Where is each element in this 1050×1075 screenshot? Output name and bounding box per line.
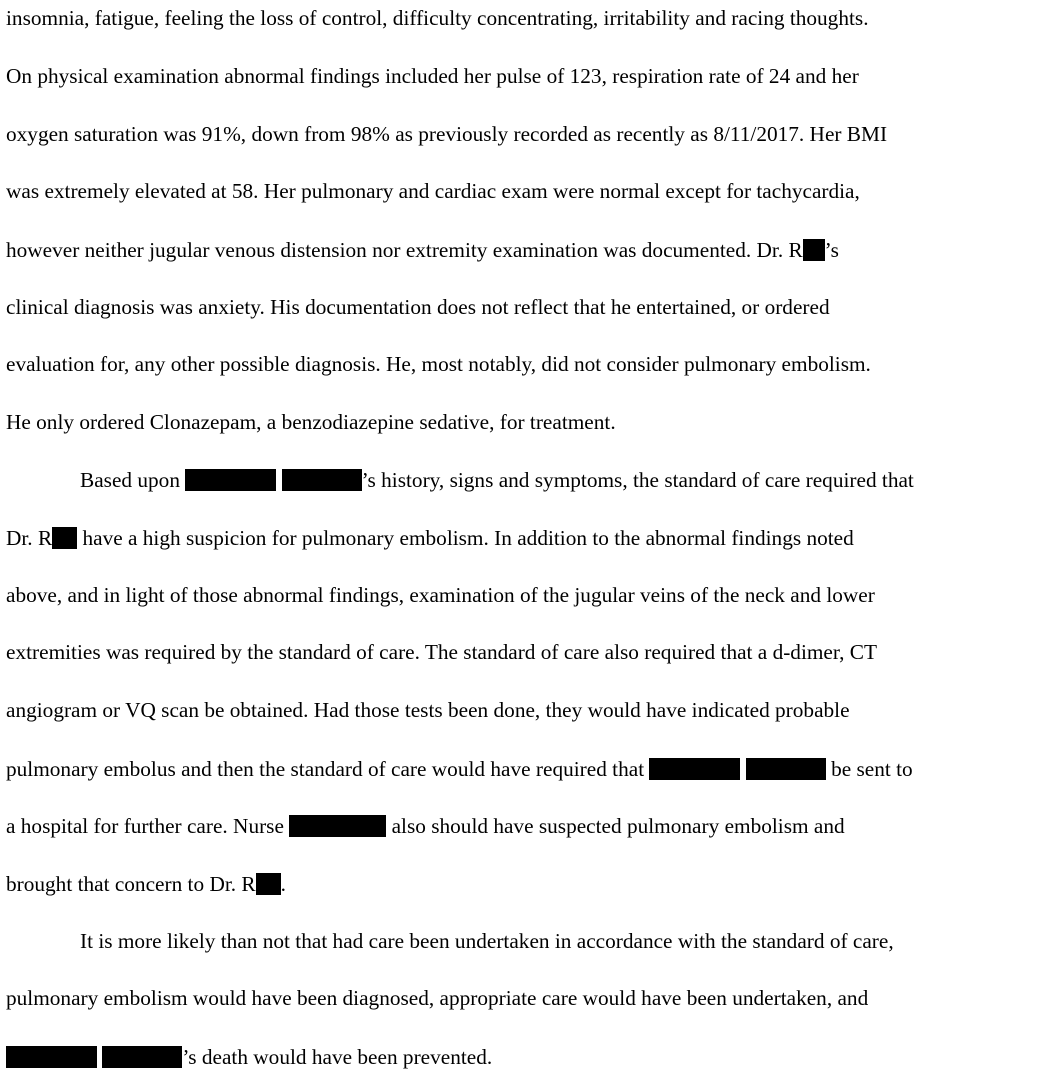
text-line: clinical diagnosis was anxiety. His documentation does not reflect that he entertained, or ordered: [6, 295, 830, 319]
redaction-box: [256, 873, 281, 895]
text-segment: ’s history, signs and symptoms, the standard of care required that: [361, 468, 914, 492]
text-line: extremities was required by the standard of care. The standard of care also required that a d-dimer, CT: [6, 640, 877, 664]
text-segment: brought that concern to Dr. R: [6, 872, 256, 896]
text-segment: ’s death would have been prevented.: [182, 1045, 493, 1069]
text-segment: however neither jugular venous distension nor extremity examination was documented. Dr. R: [6, 238, 803, 262]
text-line: He only ordered Clonazepam, a benzodiazepine sedative, for treatment.: [6, 410, 616, 434]
text-line: It is more likely than not that had care been undertaken in accordance with the standard of care,: [80, 929, 894, 953]
text-segment: have a high suspicion for pulmonary embolism. In addition to the abnormal findings noted: [77, 526, 854, 550]
text-segment: Dr. R: [6, 526, 53, 550]
text-line: was extremely elevated at 58. Her pulmonary and cardiac exam were normal except for tachycardia,: [6, 179, 860, 203]
text-line: [80, 469, 914, 491]
redaction-box: [52, 527, 77, 549]
text-line: [6, 527, 854, 549]
text-segment: pulmonary embolus and then the standard of care would have required that: [6, 757, 650, 781]
text-line: oxygen saturation was 91%, down from 98% as previously recorded as recently as 8/11/2017. Her BMI: [6, 122, 888, 146]
text-line: [6, 758, 913, 780]
redaction-box: [102, 1046, 182, 1068]
redaction-box: [803, 239, 825, 261]
redaction-box: [282, 469, 362, 491]
text-segment: a hospital for further care. Nurse: [6, 814, 290, 838]
redaction-box: [649, 758, 740, 780]
text-line: [6, 873, 286, 895]
text-segment: also should have suspected pulmonary embolism and: [386, 814, 845, 838]
text-line: [6, 1046, 492, 1068]
text-line: [6, 239, 839, 261]
redaction-box: [6, 1046, 97, 1068]
text-line: On physical examination abnormal findings included her pulse of 123, respiration rate of 24 and her: [6, 64, 859, 88]
redaction-box: [185, 469, 276, 491]
text-segment: .: [280, 872, 286, 896]
text-line: insomnia, fatigue, feeling the loss of control, difficulty concentrating, irritability and racing thoughts.: [6, 6, 869, 30]
text-line: pulmonary embolism would have been diagnosed, appropriate care would have been undertaken, and: [6, 986, 869, 1010]
text-line: [6, 815, 845, 837]
text-line: evaluation for, any other possible diagnosis. He, most notably, did not consider pulmonary embolism.: [6, 352, 871, 376]
redaction-box: [289, 815, 386, 837]
text-segment: be sent to: [825, 757, 913, 781]
text-line: angiogram or VQ scan be obtained. Had those tests been done, they would have indicated probable: [6, 698, 850, 722]
text-line: above, and in light of those abnormal findings, examination of the jugular veins of the neck and lower: [6, 583, 875, 607]
redaction-box: [746, 758, 826, 780]
text-segment: Based upon: [80, 468, 186, 492]
text-segment: ’s: [824, 238, 839, 262]
